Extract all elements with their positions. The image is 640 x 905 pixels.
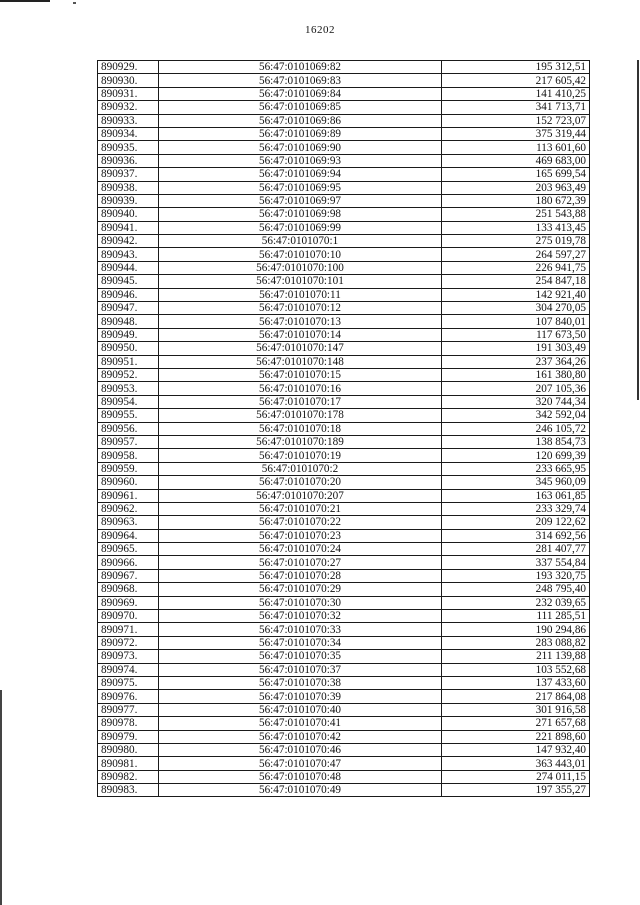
- table-row: [98, 74, 590, 87]
- row-number-cell: 890946.: [98, 288, 159, 301]
- table-row: [98, 208, 590, 221]
- cadastral-number-cell: 56:47:0101070:13: [159, 315, 442, 328]
- cadastral-number-cell: 56:47:0101070:148: [159, 355, 442, 368]
- row-number-cell: 890948.: [98, 315, 159, 328]
- row-number-cell: 890958.: [98, 449, 159, 462]
- cadastral-value-cell: 248 795,40: [442, 583, 590, 596]
- row-number-cell: 890933.: [98, 114, 159, 127]
- row-number-cell: 890972.: [98, 636, 159, 649]
- table-row: [98, 650, 590, 663]
- table-row: [98, 328, 590, 341]
- cadastral-value-cell: 274 011,15: [442, 770, 590, 783]
- table-row: [98, 194, 590, 207]
- row-number-cell: 890934.: [98, 127, 159, 140]
- cadastral-number-cell: 56:47:0101069:89: [159, 127, 442, 140]
- row-number-cell: 890956.: [98, 422, 159, 435]
- cadastral-value-cell: 469 683,00: [442, 154, 590, 167]
- cadastral-number-cell: 56:47:0101070:28: [159, 569, 442, 582]
- row-number-cell: 890942.: [98, 235, 159, 248]
- table-row: [98, 275, 590, 288]
- row-number-cell: 890932.: [98, 101, 159, 114]
- row-number-cell: 890949.: [98, 328, 159, 341]
- table-row: [98, 623, 590, 636]
- cadastral-number-cell: 56:47:0101070:27: [159, 556, 442, 569]
- table-row: [98, 302, 590, 315]
- row-number-cell: 890974.: [98, 663, 159, 676]
- table-row: [98, 422, 590, 435]
- row-number-cell: 890983.: [98, 784, 159, 797]
- cadastral-value-cell: 301 916,58: [442, 703, 590, 716]
- cadastral-value-cell: 314 692,56: [442, 529, 590, 542]
- cadastral-value-cell: 342 592,04: [442, 409, 590, 422]
- row-number-cell: 890960.: [98, 476, 159, 489]
- cadastral-value-cell: 341 713,71: [442, 101, 590, 114]
- cadastral-value-cell: 363 443,01: [442, 757, 590, 770]
- cadastral-value-cell: 203 963,49: [442, 181, 590, 194]
- cadastral-value-cell: 117 673,50: [442, 328, 590, 341]
- table-row: [98, 154, 590, 167]
- table-row: [98, 315, 590, 328]
- page-number: 16202: [305, 24, 335, 36]
- table-row: [98, 730, 590, 743]
- cadastral-number-cell: 56:47:0101070:22: [159, 516, 442, 529]
- cadastral-value-cell: 147 932,40: [442, 743, 590, 756]
- cadastral-number-cell: 56:47:0101070:11: [159, 288, 442, 301]
- row-number-cell: 890955.: [98, 409, 159, 422]
- cadastral-number-cell: 56:47:0101070:47: [159, 757, 442, 770]
- cadastral-number-cell: 56:47:0101070:33: [159, 623, 442, 636]
- cadastral-number-cell: 56:47:0101070:17: [159, 395, 442, 408]
- row-number-cell: 890961.: [98, 489, 159, 502]
- row-number-cell: 890963.: [98, 516, 159, 529]
- table-row: [98, 610, 590, 623]
- table-row: [98, 717, 590, 730]
- cadastral-value-cell: 233 329,74: [442, 502, 590, 515]
- table-row: [98, 141, 590, 154]
- cadastral-value-table: [97, 60, 590, 797]
- cadastral-value-cell: 152 723,07: [442, 114, 590, 127]
- cadastral-value-cell: 283 088,82: [442, 636, 590, 649]
- cadastral-value-cell: 217 605,42: [442, 74, 590, 87]
- cadastral-number-cell: 56:47:0101070:21: [159, 502, 442, 515]
- cadastral-number-cell: 56:47:0101070:40: [159, 703, 442, 716]
- table-row: [98, 342, 590, 355]
- cadastral-value-cell: 237 364,26: [442, 355, 590, 368]
- table-row: [98, 168, 590, 181]
- row-number-cell: 890979.: [98, 730, 159, 743]
- cadastral-value-cell: 163 061,85: [442, 489, 590, 502]
- cadastral-value-cell: 197 355,27: [442, 784, 590, 797]
- table-row: [98, 676, 590, 689]
- cadastral-number-cell: 56:47:0101070:48: [159, 770, 442, 783]
- row-number-cell: 890953.: [98, 382, 159, 395]
- cadastral-number-cell: 56:47:0101069:98: [159, 208, 442, 221]
- cadastral-value-cell: 113 601,60: [442, 141, 590, 154]
- cadastral-number-cell: 56:47:0101070:29: [159, 583, 442, 596]
- cadastral-number-cell: 56:47:0101070:2: [159, 462, 442, 475]
- table-row: [98, 743, 590, 756]
- table-row: [98, 462, 590, 475]
- cadastral-number-cell: 56:47:0101069:82: [159, 61, 442, 74]
- row-number-cell: 890965.: [98, 543, 159, 556]
- cadastral-value-cell: 217 864,08: [442, 690, 590, 703]
- row-number-cell: 890968.: [98, 583, 159, 596]
- row-number-cell: 890929.: [98, 61, 159, 74]
- cadastral-number-cell: 56:47:0101069:85: [159, 101, 442, 114]
- table-row: [98, 368, 590, 381]
- table-row: [98, 114, 590, 127]
- cadastral-number-cell: 56:47:0101069:84: [159, 87, 442, 100]
- cadastral-number-cell: 56:47:0101070:18: [159, 422, 442, 435]
- cadastral-number-cell: 56:47:0101069:94: [159, 168, 442, 181]
- cadastral-number-cell: 56:47:0101070:178: [159, 409, 442, 422]
- cadastral-number-cell: 56:47:0101070:38: [159, 676, 442, 689]
- cadastral-value-cell: 120 699,39: [442, 449, 590, 462]
- table-row: [98, 435, 590, 448]
- table-row: [98, 543, 590, 556]
- scan-artifact-left-edge: [0, 690, 2, 905]
- table-row: [98, 181, 590, 194]
- cadastral-value-cell: 137 433,60: [442, 676, 590, 689]
- row-number-cell: 890966.: [98, 556, 159, 569]
- table-row: [98, 690, 590, 703]
- cadastral-value-cell: 320 744,34: [442, 395, 590, 408]
- row-number-cell: 890943.: [98, 248, 159, 261]
- table-row: [98, 101, 590, 114]
- cadastral-number-cell: 56:47:0101070:147: [159, 342, 442, 355]
- cadastral-value-cell: 142 921,40: [442, 288, 590, 301]
- table-row: [98, 221, 590, 234]
- table-row: [98, 382, 590, 395]
- cadastral-number-cell: 56:47:0101070:39: [159, 690, 442, 703]
- cadastral-value-cell: 191 303,49: [442, 342, 590, 355]
- cadastral-value-cell: 141 410,25: [442, 87, 590, 100]
- table-row: [98, 87, 590, 100]
- cadastral-number-cell: 56:47:0101070:12: [159, 302, 442, 315]
- table-row: [98, 489, 590, 502]
- cadastral-number-cell: 56:47:0101069:86: [159, 114, 442, 127]
- cadastral-value-cell: 190 294,86: [442, 623, 590, 636]
- cadastral-number-cell: 56:47:0101069:95: [159, 181, 442, 194]
- cadastral-number-cell: 56:47:0101070:37: [159, 663, 442, 676]
- row-number-cell: 890936.: [98, 154, 159, 167]
- table-row: [98, 449, 590, 462]
- table-row: [98, 355, 590, 368]
- row-number-cell: 890951.: [98, 355, 159, 368]
- cadastral-value-cell: 207 105,36: [442, 382, 590, 395]
- cadastral-value-cell: 195 312,51: [442, 61, 590, 74]
- row-number-cell: 890945.: [98, 275, 159, 288]
- cadastral-number-cell: 56:47:0101070:49: [159, 784, 442, 797]
- row-number-cell: 890962.: [98, 502, 159, 515]
- table-row: [98, 556, 590, 569]
- cadastral-value-cell: 337 554,84: [442, 556, 590, 569]
- cadastral-number-cell: 56:47:0101069:93: [159, 154, 442, 167]
- cadastral-value-cell: 221 898,60: [442, 730, 590, 743]
- row-number-cell: 890950.: [98, 342, 159, 355]
- table-row: [98, 261, 590, 274]
- cadastral-number-cell: 56:47:0101070:189: [159, 435, 442, 448]
- cadastral-number-cell: 56:47:0101070:23: [159, 529, 442, 542]
- table-row: [98, 529, 590, 542]
- row-number-cell: 890967.: [98, 569, 159, 582]
- cadastral-number-cell: 56:47:0101070:32: [159, 610, 442, 623]
- cadastral-number-cell: 56:47:0101070:101: [159, 275, 442, 288]
- row-number-cell: 890935.: [98, 141, 159, 154]
- table-row: [98, 569, 590, 582]
- table-row: [98, 663, 590, 676]
- cadastral-number-cell: 56:47:0101069:90: [159, 141, 442, 154]
- table-body: [98, 61, 590, 797]
- table-row: [98, 61, 590, 74]
- cadastral-number-cell: 56:47:0101070:100: [159, 261, 442, 274]
- cadastral-number-cell: 56:47:0101070:14: [159, 328, 442, 341]
- row-number-cell: 890947.: [98, 302, 159, 315]
- scan-artifact-top-line: [0, 0, 50, 2]
- table-row: [98, 596, 590, 609]
- cadastral-value-cell: 281 407,77: [442, 543, 590, 556]
- row-number-cell: 890938.: [98, 181, 159, 194]
- cadastral-number-cell: 56:47:0101070:24: [159, 543, 442, 556]
- cadastral-number-cell: 56:47:0101070:34: [159, 636, 442, 649]
- row-number-cell: 890975.: [98, 676, 159, 689]
- cadastral-value-cell: 275 019,78: [442, 235, 590, 248]
- cadastral-number-cell: 56:47:0101070:207: [159, 489, 442, 502]
- row-number-cell: 890944.: [98, 261, 159, 274]
- table-row: [98, 476, 590, 489]
- table-row: [98, 784, 590, 797]
- cadastral-number-cell: 56:47:0101069:83: [159, 74, 442, 87]
- row-number-cell: 890952.: [98, 368, 159, 381]
- row-number-cell: 890978.: [98, 717, 159, 730]
- table-row: [98, 757, 590, 770]
- table-row: [98, 516, 590, 529]
- row-number-cell: 890930.: [98, 74, 159, 87]
- row-number-cell: 890971.: [98, 623, 159, 636]
- cadastral-value-cell: 264 597,27: [442, 248, 590, 261]
- table-row: [98, 248, 590, 261]
- cadastral-value-cell: 138 854,73: [442, 435, 590, 448]
- table-row: [98, 703, 590, 716]
- table-row: [98, 127, 590, 140]
- table-row: [98, 502, 590, 515]
- scan-artifact-dot: [73, 2, 76, 4]
- table-row: [98, 235, 590, 248]
- row-number-cell: 890980.: [98, 743, 159, 756]
- cadastral-value-cell: 180 672,39: [442, 194, 590, 207]
- cadastral-number-cell: 56:47:0101070:10: [159, 248, 442, 261]
- cadastral-number-cell: 56:47:0101070:42: [159, 730, 442, 743]
- cadastral-number-cell: 56:47:0101070:41: [159, 717, 442, 730]
- cadastral-value-cell: 211 139,88: [442, 650, 590, 663]
- row-number-cell: 890954.: [98, 395, 159, 408]
- cadastral-value-cell: 209 122,62: [442, 516, 590, 529]
- cadastral-number-cell: 56:47:0101070:35: [159, 650, 442, 663]
- cadastral-value-cell: 233 665,95: [442, 462, 590, 475]
- cadastral-value-cell: 232 039,65: [442, 596, 590, 609]
- table-row: [98, 770, 590, 783]
- row-number-cell: 890977.: [98, 703, 159, 716]
- row-number-cell: 890939.: [98, 194, 159, 207]
- cadastral-number-cell: 56:47:0101070:1: [159, 235, 442, 248]
- cadastral-number-cell: 56:47:0101070:46: [159, 743, 442, 756]
- cadastral-value-cell: 193 320,75: [442, 569, 590, 582]
- cadastral-value-cell: 304 270,05: [442, 302, 590, 315]
- row-number-cell: 890940.: [98, 208, 159, 221]
- cadastral-number-cell: 56:47:0101070:15: [159, 368, 442, 381]
- cadastral-value-cell: 111 285,51: [442, 610, 590, 623]
- cadastral-value-cell: 107 840,01: [442, 315, 590, 328]
- cadastral-value-cell: 246 105,72: [442, 422, 590, 435]
- cadastral-value-cell: 161 380,80: [442, 368, 590, 381]
- scan-artifact-right-edge: [637, 60, 639, 400]
- cadastral-value-cell: 254 847,18: [442, 275, 590, 288]
- row-number-cell: 890969.: [98, 596, 159, 609]
- row-number-cell: 890931.: [98, 87, 159, 100]
- table-row: [98, 288, 590, 301]
- row-number-cell: 890941.: [98, 221, 159, 234]
- cadastral-value-cell: 251 543,88: [442, 208, 590, 221]
- row-number-cell: 890964.: [98, 529, 159, 542]
- cadastral-value-cell: 165 699,54: [442, 168, 590, 181]
- row-number-cell: 890973.: [98, 650, 159, 663]
- row-number-cell: 890957.: [98, 435, 159, 448]
- row-number-cell: 890937.: [98, 168, 159, 181]
- cadastral-value-cell: 103 552,68: [442, 663, 590, 676]
- row-number-cell: 890981.: [98, 757, 159, 770]
- table-row: [98, 409, 590, 422]
- cadastral-value-cell: 375 319,44: [442, 127, 590, 140]
- cadastral-value-cell: 226 941,75: [442, 261, 590, 274]
- cadastral-number-cell: 56:47:0101070:16: [159, 382, 442, 395]
- row-number-cell: 890982.: [98, 770, 159, 783]
- cadastral-number-cell: 56:47:0101070:30: [159, 596, 442, 609]
- cadastral-value-cell: 271 657,68: [442, 717, 590, 730]
- row-number-cell: 890970.: [98, 610, 159, 623]
- table-row: [98, 395, 590, 408]
- table-row: [98, 583, 590, 596]
- row-number-cell: 890976.: [98, 690, 159, 703]
- cadastral-value-cell: 345 960,09: [442, 476, 590, 489]
- cadastral-number-cell: 56:47:0101070:19: [159, 449, 442, 462]
- cadastral-number-cell: 56:47:0101070:20: [159, 476, 442, 489]
- cadastral-number-cell: 56:47:0101069:99: [159, 221, 442, 234]
- table-row: [98, 636, 590, 649]
- cadastral-value-cell: 133 413,45: [442, 221, 590, 234]
- cadastral-number-cell: 56:47:0101069:97: [159, 194, 442, 207]
- row-number-cell: 890959.: [98, 462, 159, 475]
